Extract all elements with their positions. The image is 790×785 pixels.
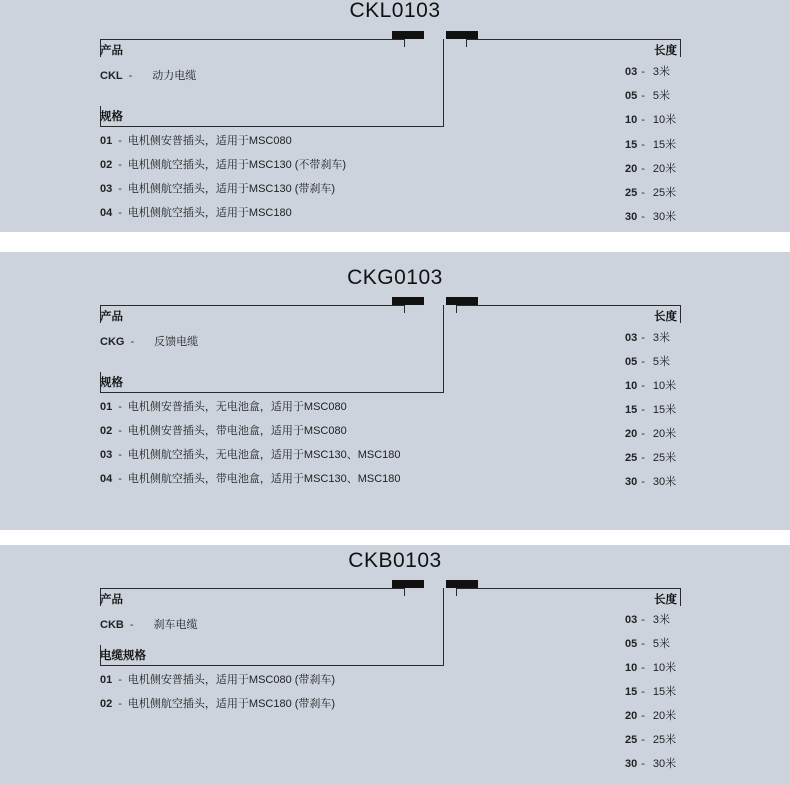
length-row [625, 160, 676, 176]
length-code: 20 [625, 710, 638, 722]
length-dash: - [641, 638, 645, 650]
spec-dash: - [118, 135, 122, 147]
length-value: 3米 [652, 332, 671, 344]
connector-spec-horizontal [100, 665, 444, 666]
heading-spec-ckg: 规格 [100, 377, 123, 389]
spec-code: 01 [100, 401, 113, 413]
product-dash: - [128, 70, 133, 82]
product-name: 刹车电缆 [153, 619, 198, 631]
cable-block-ckl [0, 0, 790, 232]
length-value: 5米 [652, 90, 671, 102]
length-code: 20 [625, 163, 638, 175]
spec-row [100, 422, 347, 438]
connector-product-horizontal [100, 39, 405, 40]
product-code: CKG [100, 336, 125, 348]
length-code: 03 [625, 332, 638, 344]
spec-desc: 电机侧航空插头，适用于MSC180 (带刹车) [127, 698, 336, 710]
length-code: 05 [625, 90, 638, 102]
connector-length-right-drop [680, 588, 681, 606]
product-dash: - [130, 336, 135, 348]
product-code: CKL [100, 70, 123, 82]
length-row [625, 329, 670, 345]
length-value: 5米 [652, 638, 671, 650]
length-row [625, 611, 670, 627]
heading-product-ckg: 产品 [100, 311, 123, 323]
product-name: 反馈电缆 [154, 336, 199, 348]
part-code-ckl: CKL0103 [349, 0, 441, 22]
length-dash: - [641, 476, 645, 488]
length-row [625, 659, 676, 675]
length-row [625, 87, 670, 103]
length-code: 30 [625, 758, 638, 770]
length-code: 15 [625, 404, 638, 416]
length-dash: - [641, 734, 645, 746]
length-row [625, 63, 670, 79]
part-code-ckb: CKB0103 [348, 549, 442, 572]
length-row [625, 377, 676, 393]
length-value: 20米 [652, 428, 677, 440]
code-bar-gap [424, 31, 446, 39]
length-code: 10 [625, 662, 638, 674]
spec-code: 04 [100, 473, 113, 485]
length-value: 30米 [652, 476, 677, 488]
spec-dash: - [118, 425, 122, 437]
length-row [625, 755, 676, 771]
length-code: 15 [625, 139, 638, 151]
connector-spec-horizontal [100, 126, 444, 127]
connector-length-vertical [456, 588, 457, 596]
spec-row [100, 204, 292, 220]
length-dash: - [641, 758, 645, 770]
length-dash: - [641, 356, 645, 368]
connector-spec-vertical [443, 305, 444, 393]
spec-row [100, 132, 292, 148]
length-value: 15米 [652, 686, 677, 698]
length-code: 10 [625, 380, 638, 392]
code-underline-bar-ckg [392, 297, 478, 305]
length-row [625, 449, 676, 465]
length-row [625, 707, 676, 723]
product-row-ckb [100, 616, 198, 632]
spec-row [100, 470, 401, 486]
length-value: 3米 [652, 66, 671, 78]
code-bar-gap [424, 297, 446, 305]
spec-desc: 电机侧航空插头，带电池盒，适用于MSC130、MSC180 [127, 473, 401, 485]
connector-length-vertical [466, 39, 467, 47]
spec-desc: 电机侧安普插头，带电池盒，适用于MSC080 [127, 425, 347, 437]
length-code: 30 [625, 211, 638, 223]
length-dash: - [641, 187, 645, 199]
length-value: 10米 [652, 380, 677, 392]
length-dash: - [641, 662, 645, 674]
heading-length-ckb: 长度 [654, 594, 677, 606]
spec-dash: - [118, 159, 122, 171]
length-code: 10 [625, 114, 638, 126]
length-value: 30米 [652, 758, 677, 770]
spec-row [100, 695, 335, 711]
spec-dash: - [118, 449, 122, 461]
spec-desc: 电机侧安普插头，适用于MSC080 (带刹车) [127, 674, 336, 686]
spec-dash: - [118, 183, 122, 195]
product-row-ckl [100, 67, 196, 83]
connector-length-right-drop [680, 305, 681, 323]
length-value: 20米 [652, 163, 677, 175]
length-dash: - [641, 686, 645, 698]
spec-dash: - [118, 473, 122, 485]
product-row-ckg [100, 333, 198, 349]
length-row [625, 635, 670, 651]
spec-row [100, 446, 401, 462]
heading-product-ckb: 产品 [100, 594, 123, 606]
product-dash: - [129, 619, 134, 631]
length-dash: - [641, 90, 645, 102]
length-dash: - [641, 380, 645, 392]
connector-length-horizontal [456, 305, 681, 306]
length-value: 15米 [652, 404, 677, 416]
length-row [625, 473, 676, 489]
spec-code: 02 [100, 698, 113, 710]
length-code: 25 [625, 187, 638, 199]
heading-product-ckl: 产品 [100, 45, 123, 57]
length-dash: - [641, 114, 645, 126]
length-value: 20米 [652, 710, 677, 722]
length-value: 10米 [652, 114, 677, 126]
spec-code: 02 [100, 159, 113, 171]
length-value: 30米 [652, 211, 677, 223]
spec-code: 03 [100, 449, 113, 461]
spec-dash: - [118, 698, 122, 710]
cable-block-ckb [0, 545, 790, 785]
length-row [625, 425, 676, 441]
length-code: 20 [625, 428, 638, 440]
length-dash: - [641, 428, 645, 440]
cable-block-ckg [0, 252, 790, 530]
part-code-ckg: CKG0103 [347, 266, 443, 289]
length-code: 30 [625, 476, 638, 488]
spec-code: 02 [100, 425, 113, 437]
length-row [625, 136, 676, 152]
spec-code: 01 [100, 135, 113, 147]
spec-code: 04 [100, 207, 113, 219]
length-dash: - [641, 452, 645, 464]
code-underline-bar-ckb [392, 580, 478, 588]
length-row [625, 111, 676, 127]
length-row [625, 731, 676, 747]
length-row [625, 683, 676, 699]
spec-desc: 电机侧航空插头，适用于MSC130 (不带刹车) [127, 159, 347, 171]
length-dash: - [641, 66, 645, 78]
length-value: 3米 [652, 614, 671, 626]
connector-spec-vertical [443, 588, 444, 666]
heading-length-ckg: 长度 [654, 311, 677, 323]
spec-desc: 电机侧航空插头，无电池盒，适用于MSC130、MSC180 [127, 449, 401, 461]
length-dash: - [641, 404, 645, 416]
connector-length-right-drop [680, 39, 681, 57]
length-value: 25米 [652, 452, 677, 464]
length-row [625, 401, 676, 417]
spec-desc: 电机侧安普插头，无电池盒，适用于MSC080 [127, 401, 347, 413]
spec-dash: - [118, 674, 122, 686]
connector-product-horizontal [100, 588, 405, 589]
spec-row [100, 671, 335, 687]
length-dash: - [641, 139, 645, 151]
product-code: CKB [100, 619, 124, 631]
spec-row [100, 180, 335, 196]
length-code: 15 [625, 686, 638, 698]
heading-length-ckl: 长度 [654, 45, 677, 57]
product-name: 动力电缆 [152, 70, 197, 82]
length-dash: - [641, 163, 645, 175]
connector-length-horizontal [466, 39, 681, 40]
connector-spec-horizontal [100, 392, 444, 393]
spec-code: 03 [100, 183, 113, 195]
connector-product-vertical [404, 305, 405, 313]
length-row [625, 184, 676, 200]
connector-product-horizontal [100, 305, 405, 306]
connector-product-vertical [404, 588, 405, 596]
heading-spec-ckl: 规格 [100, 111, 123, 123]
length-dash: - [641, 211, 645, 223]
length-row [625, 208, 676, 224]
length-value: 25米 [652, 187, 677, 199]
length-code: 05 [625, 638, 638, 650]
spec-row [100, 156, 346, 172]
length-value: 10米 [652, 662, 677, 674]
length-code: 25 [625, 734, 638, 746]
connector-length-horizontal [456, 588, 681, 589]
spec-row [100, 398, 347, 414]
connector-length-vertical [456, 305, 457, 313]
code-bar-gap [424, 580, 446, 588]
length-code: 03 [625, 614, 638, 626]
length-code: 03 [625, 66, 638, 78]
spec-desc: 电机侧航空插头，适用于MSC180 [127, 207, 292, 219]
length-value: 15米 [652, 139, 677, 151]
length-row [625, 353, 670, 369]
connector-product-vertical [404, 39, 405, 47]
length-dash: - [641, 332, 645, 344]
code-underline-bar-ckl [392, 31, 478, 39]
length-dash: - [641, 710, 645, 722]
length-code: 25 [625, 452, 638, 464]
spec-desc: 电机侧安普插头，适用于MSC080 [127, 135, 292, 147]
spec-dash: - [118, 401, 122, 413]
length-value: 25米 [652, 734, 677, 746]
spec-desc: 电机侧航空插头，适用于MSC130 (带刹车) [127, 183, 336, 195]
spec-dash: - [118, 207, 122, 219]
spec-code: 01 [100, 674, 113, 686]
length-code: 05 [625, 356, 638, 368]
connector-spec-vertical [443, 39, 444, 127]
length-value: 5米 [652, 356, 671, 368]
length-dash: - [641, 614, 645, 626]
heading-spec-ckb: 电缆规格 [100, 650, 146, 662]
